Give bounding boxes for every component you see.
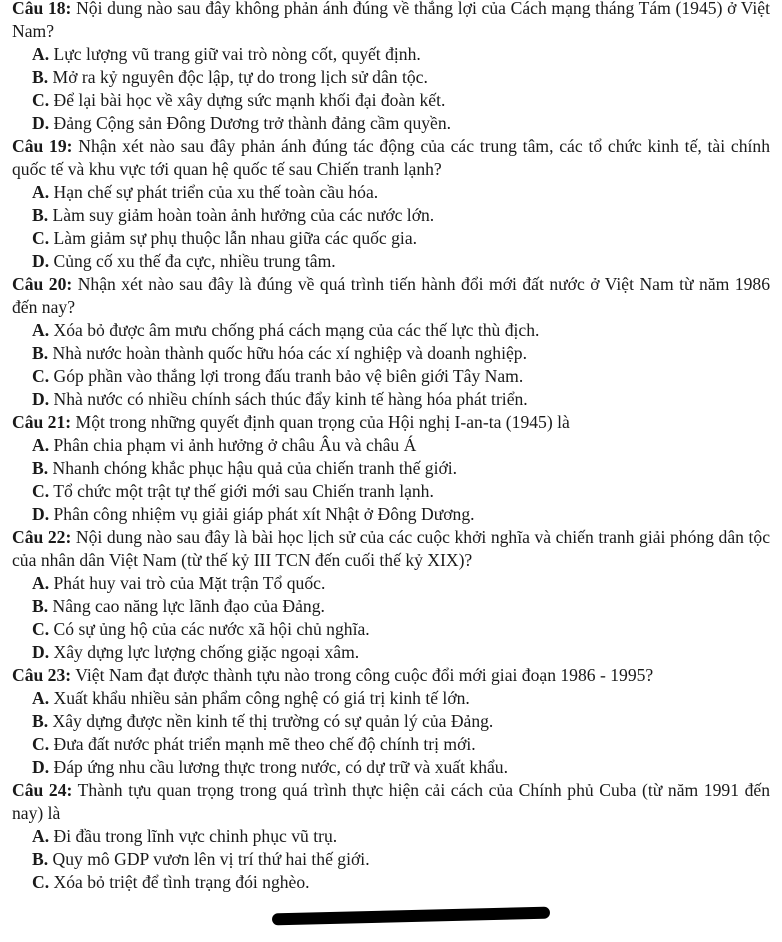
question-stem: Nhận xét nào sau đây là đúng về quá trình tiến hành đổi mới đất nước ở Việt Nam từ năm 1986 đến nay? <box>12 274 770 317</box>
question-21-text <box>12 411 770 434</box>
question-20 <box>12 273 770 411</box>
option-text: Lực lượng vũ trang giữ vai trò nòng cốt, quyết định. <box>53 44 421 64</box>
option-text: Làm suy giảm hoàn toàn ảnh hưởng của các nước lớn. <box>52 205 435 225</box>
question-stem: Nội dung nào sau đây không phản ánh đúng về thắng lợi của Cách mạng tháng Tám (1945) ở Việt Nam? <box>12 0 770 41</box>
question-label: Câu 18: <box>12 0 72 18</box>
option-b <box>32 66 770 89</box>
question-24 <box>12 779 770 894</box>
option-b <box>32 342 770 365</box>
option-text: Xây dựng lực lượng chống giặc ngoại xâm. <box>53 642 360 662</box>
option-text: Củng cố xu thế đa cực, nhiều trung tâm. <box>53 251 336 271</box>
option-letter: B. <box>32 711 49 731</box>
option-text: Có sự ủng hộ của các nước xã hội chủ nghĩa. <box>53 619 370 639</box>
page-bottom-edge <box>0 928 782 942</box>
option-c <box>32 480 770 503</box>
option-letter: B. <box>32 849 49 869</box>
question-label: Câu 19: <box>12 136 73 156</box>
question-23 <box>12 664 770 779</box>
option-letter: B. <box>32 67 49 87</box>
option-letter: D. <box>32 389 50 409</box>
option-text: Nhanh chóng khắc phục hậu quả của chiến tranh thế giới. <box>52 458 458 478</box>
option-text: Đi đầu trong lĩnh vực chinh phục vũ trụ. <box>53 826 338 846</box>
option-text: Xuất khẩu nhiều sản phẩm công nghệ có giá trị kinh tế lớn. <box>53 688 470 708</box>
question-label: Câu 24: <box>12 780 73 800</box>
option-a <box>32 43 770 66</box>
option-letter: D. <box>32 251 50 271</box>
option-letter: B. <box>32 458 49 478</box>
option-b <box>32 848 770 871</box>
option-text: Mở ra kỷ nguyên độc lập, tự do trong lịch sử dân tộc. <box>52 67 428 87</box>
option-text: Đảng Cộng sản Đông Dương trở thành đảng cầm quyền. <box>53 113 452 133</box>
option-letter: B. <box>32 343 49 363</box>
option-text: Để lại bài học về xây dựng sức mạnh khối đại đoàn kết. <box>53 90 446 110</box>
option-text: Phân chia phạm vi ảnh hưởng ở châu Âu và châu Á <box>53 435 417 455</box>
option-a <box>32 319 770 342</box>
option-letter: C. <box>32 90 50 110</box>
option-letter: C. <box>32 734 50 754</box>
option-b <box>32 595 770 618</box>
option-text: Xóa bỏ triệt để tình trạng đói nghèo. <box>53 872 310 892</box>
question-22 <box>12 526 770 664</box>
option-text: Tổ chức một trật tự thế giới mới sau Chiến tranh lạnh. <box>53 481 434 501</box>
option-text: Quy mô GDP vươn lên vị trí thứ hai thế giới. <box>52 849 370 869</box>
option-letter: A. <box>32 320 50 340</box>
option-c <box>32 871 770 894</box>
question-18-text <box>12 0 770 43</box>
option-c <box>32 365 770 388</box>
question-18 <box>12 0 770 135</box>
option-d <box>32 112 770 135</box>
option-letter: A. <box>32 182 50 202</box>
option-d <box>32 388 770 411</box>
question-21 <box>12 411 770 526</box>
option-c <box>32 89 770 112</box>
option-a <box>32 825 770 848</box>
question-stem: Một trong những quyết định quan trọng của Hội nghị I-an-ta (1945) là <box>75 412 570 432</box>
option-letter: C. <box>32 481 50 501</box>
question-label: Câu 23: <box>12 665 72 685</box>
question-23-text <box>12 664 770 687</box>
option-text: Nâng cao năng lực lãnh đạo của Đảng. <box>52 596 325 616</box>
question-label: Câu 21: <box>12 412 72 432</box>
option-a <box>32 181 770 204</box>
question-stem: Nhận xét nào sau đây phản ánh đúng tác động của các trung tâm, các tổ chức kinh tế, tài chính quốc tế và khu vực tới quan hệ quốc tế sau Chiến tranh lạnh? <box>12 136 770 179</box>
option-letter: D. <box>32 504 50 524</box>
question-stem: Việt Nam đạt được thành tựu nào trong công cuộc đổi mới giai đoạn 1986 - 1995? <box>75 665 654 685</box>
option-text: Làm giảm sự phụ thuộc lẫn nhau giữa các quốc gia. <box>53 228 418 248</box>
question-19 <box>12 135 770 273</box>
option-letter: A. <box>32 435 50 455</box>
option-d <box>32 250 770 273</box>
question-19-text <box>12 135 770 181</box>
option-d <box>32 756 770 779</box>
option-a <box>32 434 770 457</box>
option-text: Xóa bỏ được âm mưu chống phá cách mạng của các thế lực thù địch. <box>53 320 540 340</box>
question-stem: Nội dung nào sau đây là bài học lịch sử của các cuộc khởi nghĩa và chiến tranh giải phóng dân tộc của nhân dân Việt Nam (từ thế kỷ III TCN đến cuối thế kỷ XIX)? <box>12 527 771 570</box>
option-b <box>32 710 770 733</box>
option-text: Đưa đất nước phát triển mạnh mẽ theo chế độ chính trị mới. <box>53 734 476 754</box>
option-c <box>32 227 770 250</box>
option-letter: D. <box>32 113 50 133</box>
option-c <box>32 618 770 641</box>
question-24-text <box>12 779 770 825</box>
option-text: Góp phần vào thắng lợi trong đấu tranh bảo vệ biên giới Tây Nam. <box>53 366 524 386</box>
option-c <box>32 733 770 756</box>
question-22-text <box>12 526 770 572</box>
option-letter: D. <box>32 642 50 662</box>
option-letter: C. <box>32 872 50 892</box>
question-stem: Thành tựu quan trọng trong quá trình thực hiện cải cách của Chính phủ Cuba (từ năm 1991 đến nay) là <box>12 780 770 823</box>
option-letter: A. <box>32 688 50 708</box>
option-letter: B. <box>32 596 49 616</box>
option-text: Nhà nước có nhiều chính sách thúc đẩy kinh tế hàng hóa phát triển. <box>53 389 528 409</box>
option-letter: A. <box>32 826 50 846</box>
option-b <box>32 457 770 480</box>
option-letter: A. <box>32 44 50 64</box>
option-text: Đáp ứng nhu cầu lương thực trong nước, có dự trữ và xuất khẩu. <box>53 757 508 777</box>
option-text: Hạn chế sự phát triển của xu thế toàn cầu hóa. <box>53 182 379 202</box>
option-letter: C. <box>32 619 50 639</box>
option-d <box>32 641 770 664</box>
option-letter: D. <box>32 757 50 777</box>
option-a <box>32 572 770 595</box>
option-letter: C. <box>32 228 50 248</box>
option-text: Phân công nhiệm vụ giải giáp phát xít Nhật ở Đông Dương. <box>53 504 475 524</box>
option-d <box>32 503 770 526</box>
option-letter: A. <box>32 573 50 593</box>
option-text: Xây dựng được nền kinh tế thị trường có sự quản lý của Đảng. <box>52 711 494 731</box>
question-20-text <box>12 273 770 319</box>
option-b <box>32 204 770 227</box>
option-a <box>32 687 770 710</box>
option-letter: C. <box>32 366 50 386</box>
option-text: Phát huy vai trò của Mặt trận Tổ quốc. <box>53 573 326 593</box>
option-text: Nhà nước hoàn thành quốc hữu hóa các xí nghiệp và doanh nghiệp. <box>52 343 527 363</box>
question-label: Câu 20: <box>12 274 73 294</box>
question-label: Câu 22: <box>12 527 72 547</box>
option-letter: B. <box>32 205 49 225</box>
